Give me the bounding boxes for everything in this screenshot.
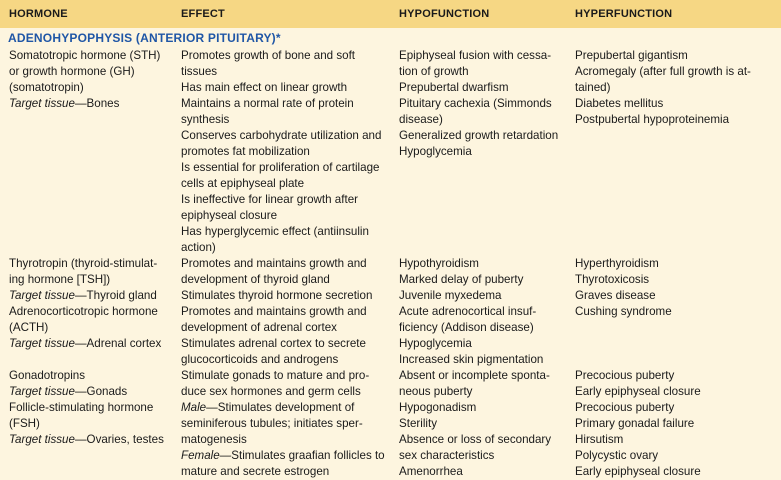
hyperfunction-line: Graves disease [575, 289, 656, 302]
header-hypofunction: HYPOFUNCTION [399, 8, 490, 20]
effect-line: Has main effect on linear growth [181, 81, 348, 94]
hyperfunction-line: Prepubertal gigantism [575, 49, 688, 62]
effect-line: Stimulates adrenal cortex to secrete [181, 337, 366, 350]
hypofunction-line: Epiphyseal fusion with cessa- [399, 49, 552, 62]
hypofunction-line: Pituitary cachexia (Simmonds [399, 97, 552, 110]
effect-line: Is ineffective for linear growth after [181, 193, 358, 206]
hypofunction-line: neous puberty [399, 385, 473, 398]
hyperfunction-line: Postpubertal hypoproteinemia [575, 113, 730, 126]
hormone-line: (ACTH) [9, 321, 49, 334]
hormone-line: ing hormone [TSH]) [9, 273, 111, 286]
effect-line: epiphyseal closure [181, 209, 278, 222]
hypofunction-line: Absence or loss of secondary [399, 433, 552, 446]
effect-line: duce sex hormones and germ cells [181, 385, 361, 398]
hormone-line: Somatotropic hormone (STH) [9, 49, 161, 62]
header-effect: EFFECT [181, 8, 225, 20]
effect-line: cells at epiphyseal plate [181, 177, 305, 190]
hormone-line: Adrenocorticotropic hormone [9, 305, 158, 318]
hyperfunction-line: Primary gonadal failure [575, 417, 695, 430]
effect-line: matogenesis [181, 433, 247, 446]
section-title: ADENOHYPOPHYSIS (ANTERIOR PITUITARY)* [8, 31, 281, 45]
hyperfunction-line: Precocious puberty [575, 369, 675, 382]
hyperfunction-line: Precocious puberty [575, 401, 675, 414]
hypofunction-line: Hypoglycemia [399, 337, 472, 350]
hyperfunction-line: Acromegaly (after full growth is at- [575, 65, 751, 78]
effect-line: action) [181, 241, 216, 254]
line-text: —Adrenal cortex [74, 337, 162, 350]
effect-line: Promotes and maintains growth and [181, 305, 367, 318]
header-hyperfunction: HYPERFUNCTION [575, 8, 673, 20]
effect-line: Conserves carbohydrate utilization and [181, 129, 382, 142]
italic-label: Target tissue [9, 433, 75, 446]
hormone-line [9, 432, 164, 448]
effect-line: development of adrenal cortex [181, 321, 337, 334]
hyperfunction-line: Thyrotoxicosis [575, 273, 650, 286]
hormone-line: Thyrotropin (thyroid-stimulat- [9, 257, 158, 270]
hyperfunction-line: Diabetes mellitus [575, 97, 664, 110]
hypofunction-line: Hypothyroidism [399, 257, 479, 270]
line-text: —Thyroid gland [74, 289, 157, 302]
italic-label: Target tissue [9, 97, 75, 110]
hormone-line [9, 288, 157, 304]
italic-label: Target tissue [9, 289, 75, 302]
effect-line: tissues [181, 65, 218, 78]
hyperfunction-line: Polycystic ovary [575, 449, 659, 462]
hypofunction-line: Amenorrhea [399, 465, 463, 478]
hypofunction-line: Marked delay of puberty [399, 273, 524, 286]
hypofunction-line: Acute adrenocortical insuf- [399, 305, 537, 318]
line-text: —Gonads [74, 385, 128, 398]
line-text: —Ovaries, testes [74, 433, 164, 446]
effect-line: synthesis [181, 113, 230, 126]
hyperfunction-line: Hirsutism [575, 433, 624, 446]
hormone-line: Gonadotropins [9, 369, 86, 382]
effect-line [181, 400, 354, 416]
hormone-line [9, 384, 127, 400]
hyperfunction-line: Early epiphyseal closure [575, 385, 701, 398]
hormone-line [9, 336, 161, 352]
hypofunction-line: ficiency (Addison disease) [399, 321, 534, 334]
hormone-line: or growth hormone (GH) [9, 65, 135, 78]
italic-label: Target tissue [9, 337, 75, 350]
hypofunction-line: tion of growth [399, 65, 469, 78]
hypofunction-line: Juvenile myxedema [399, 289, 502, 302]
effect-line: promotes fat mobilization [181, 145, 310, 158]
effect-line: Stimulates thyroid hormone secretion [181, 289, 373, 302]
effect-line: Stimulate gonads to mature and pro- [181, 369, 370, 382]
effect-line: seminiferous tubules; initiates sper- [181, 417, 363, 430]
italic-label: Female [181, 449, 220, 462]
hypofunction-line: sex characteristics [399, 449, 495, 462]
effect-line: glucocorticoids and androgens [181, 353, 339, 366]
hypofunction-line: Increased skin pigmentation [399, 353, 544, 366]
effect-line: Has hyperglycemic effect (antiinsulin [181, 225, 369, 238]
effect-line [181, 448, 385, 464]
italic-label: Target tissue [9, 385, 75, 398]
header-hormone: HORMONE [9, 8, 68, 20]
effect-line: mature and secrete estrogen [181, 465, 330, 478]
effect-line: Maintains a normal rate of protein [181, 97, 354, 110]
line-text: —Bones [74, 97, 120, 110]
hyperfunction-line: Cushing syndrome [575, 305, 672, 318]
hyperfunction-line: Early epiphyseal closure [575, 465, 701, 478]
hormone-line: Follicle-stimulating hormone [9, 401, 154, 414]
hypofunction-line: Prepubertal dwarfism [399, 81, 509, 94]
hypofunction-line: disease) [399, 113, 443, 126]
table-header [0, 0, 781, 28]
effect-line: Is essential for proliferation of cartilage [181, 161, 380, 174]
hyperfunction-line: tained) [575, 81, 611, 94]
hypofunction-line: Sterility [399, 417, 438, 430]
hormone-line: (somatotropin) [9, 81, 84, 94]
hormone-line: (FSH) [9, 417, 40, 430]
line-text: —Stimulates graafian follicles to [219, 449, 385, 462]
effect-line: Promotes growth of bone and soft [181, 49, 356, 62]
hormone-line [9, 96, 119, 112]
italic-label: Male [181, 401, 207, 414]
effect-line: Promotes and maintains growth and [181, 257, 367, 270]
hyperfunction-line: Hyperthyroidism [575, 257, 659, 270]
hypofunction-line: Absent or incomplete sponta- [399, 369, 550, 382]
hypofunction-line: Hypogonadism [399, 401, 477, 414]
hypofunction-line: Generalized growth retardation [399, 129, 559, 142]
effect-line: development of thyroid gland [181, 273, 330, 286]
line-text: —Stimulates development of [206, 401, 355, 414]
hypofunction-line: Hypoglycemia [399, 145, 472, 158]
